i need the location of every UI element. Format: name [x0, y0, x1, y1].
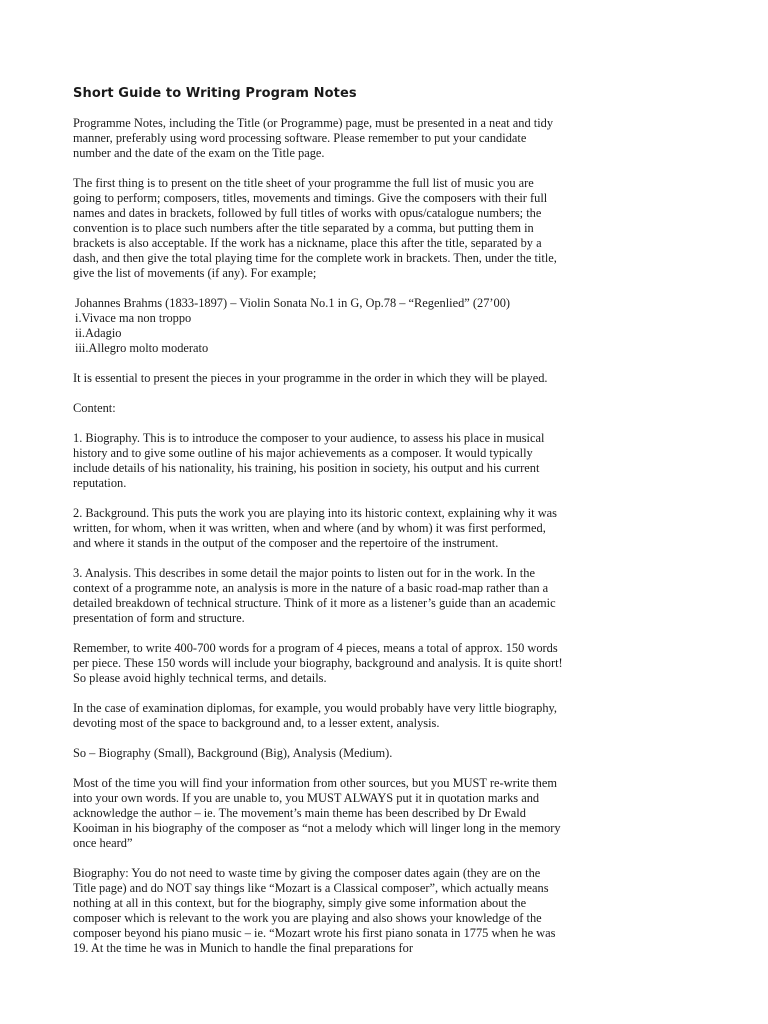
paragraph-presentation: Programme Notes, including the Title (or Programme) page, must be presented in a neat and tidy manner, preferably using word processing software. Please remember to put your candidate number and the date of the exam on the Title page. [73, 116, 554, 160]
paragraph-biography-advice: Biography: You do not need to waste time by giving the composer dates again (they are on the Title page) and do NOT say things like “Mozart is a Classical composer”, which actually means nothing at all in this context, but for the biography, simply give some information about the composer which is relevant to the work you are playing and also shows your knowledge of the composer beyond his piano music – ie. “Mozart wrote his first piano sonata in 1775 when he was 19. At the time he was in Munich to handle the final preparations for [73, 866, 556, 955]
paragraph-title-sheet: The first thing is to present on the title sheet of your programme the full list of music you are going to perform; composers, titles, movements and timings. Give the composers with their full names and dates in brackets, followed by full titles of works with opus/catalogue numbers; the convention is to place such numbers after the title separated by a comma, but putting them in brackets is also acceptable. If the work has a nickname, place this after the title, separated by a dash, and then give the total playing time for the complete work in brackets. Then, under the title, give the list of movements (if any). For example; [73, 176, 557, 280]
document-page [73, 86, 565, 971]
document-title: Short Guide to Writing Program Notes [73, 86, 357, 101]
paragraph-background: 2. Background. This puts the work you are playing into its historic context, explaining why it was written, for whom, when it was written, when and where (and by whom) it was first performed, and where it stands in the output of the composer and the repertoire of the instrument. [73, 506, 557, 550]
paragraph-word-count: Remember, to write 400-700 words for a program of 4 pieces, means a total of approx. 150 words per piece. These 150 words will include your biography, background and analysis. It is quite short! So please avoid highly technical terms, and details. [73, 641, 563, 685]
programme-example [73, 296, 565, 356]
paragraph-sources: Most of the time you will find your information from other sources, but you MUST re-write them into your own words. If you are unable to, you MUST ALWAYS put it in quotation marks and acknowledge the author – ie. The movement’s main theme has been described by Dr Ewald Kooiman in his biography of the composer as “not a melody which will linger long in the memory once heard” [73, 776, 561, 850]
example-movement: ii.Adagio [75, 326, 122, 340]
paragraph-biography: 1. Biography. This is to introduce the composer to your audience, to assess his place in musical history and to give some outline of his major achievements as a composer. It would typically include details of his nationality, his training, his position in society, his output and his current reputation. [73, 431, 545, 490]
paragraph-summary: So – Biography (Small), Background (Big), Analysis (Medium). [73, 746, 393, 760]
paragraph-diplomas: In the case of examination diplomas, for example, you would probably have very little biography, devoting most of the space to background and, to a lesser extent, analysis. [73, 701, 558, 730]
example-movement: iii.Allegro molto moderato [75, 341, 209, 355]
paragraph-content-heading: Content: [73, 401, 116, 415]
example-movement: i.Vivace ma non troppo [75, 311, 192, 325]
paragraph-analysis: 3. Analysis. This describes in some detail the major points to listen out for in the work. In the context of a programme note, an analysis is more in the nature of a basic road-map rather than a detailed breakdown of technical structure. Think of it more as a listener’s guide than an academic presentation of form and structure. [73, 566, 556, 625]
paragraph-order: It is essential to present the pieces in your programme in the order in which they will be played. [73, 371, 548, 385]
example-work-title: Johannes Brahms (1833-1897) – Violin Sonata No.1 in G, Op.78 – “Regenlied” (27’00) [75, 296, 511, 310]
